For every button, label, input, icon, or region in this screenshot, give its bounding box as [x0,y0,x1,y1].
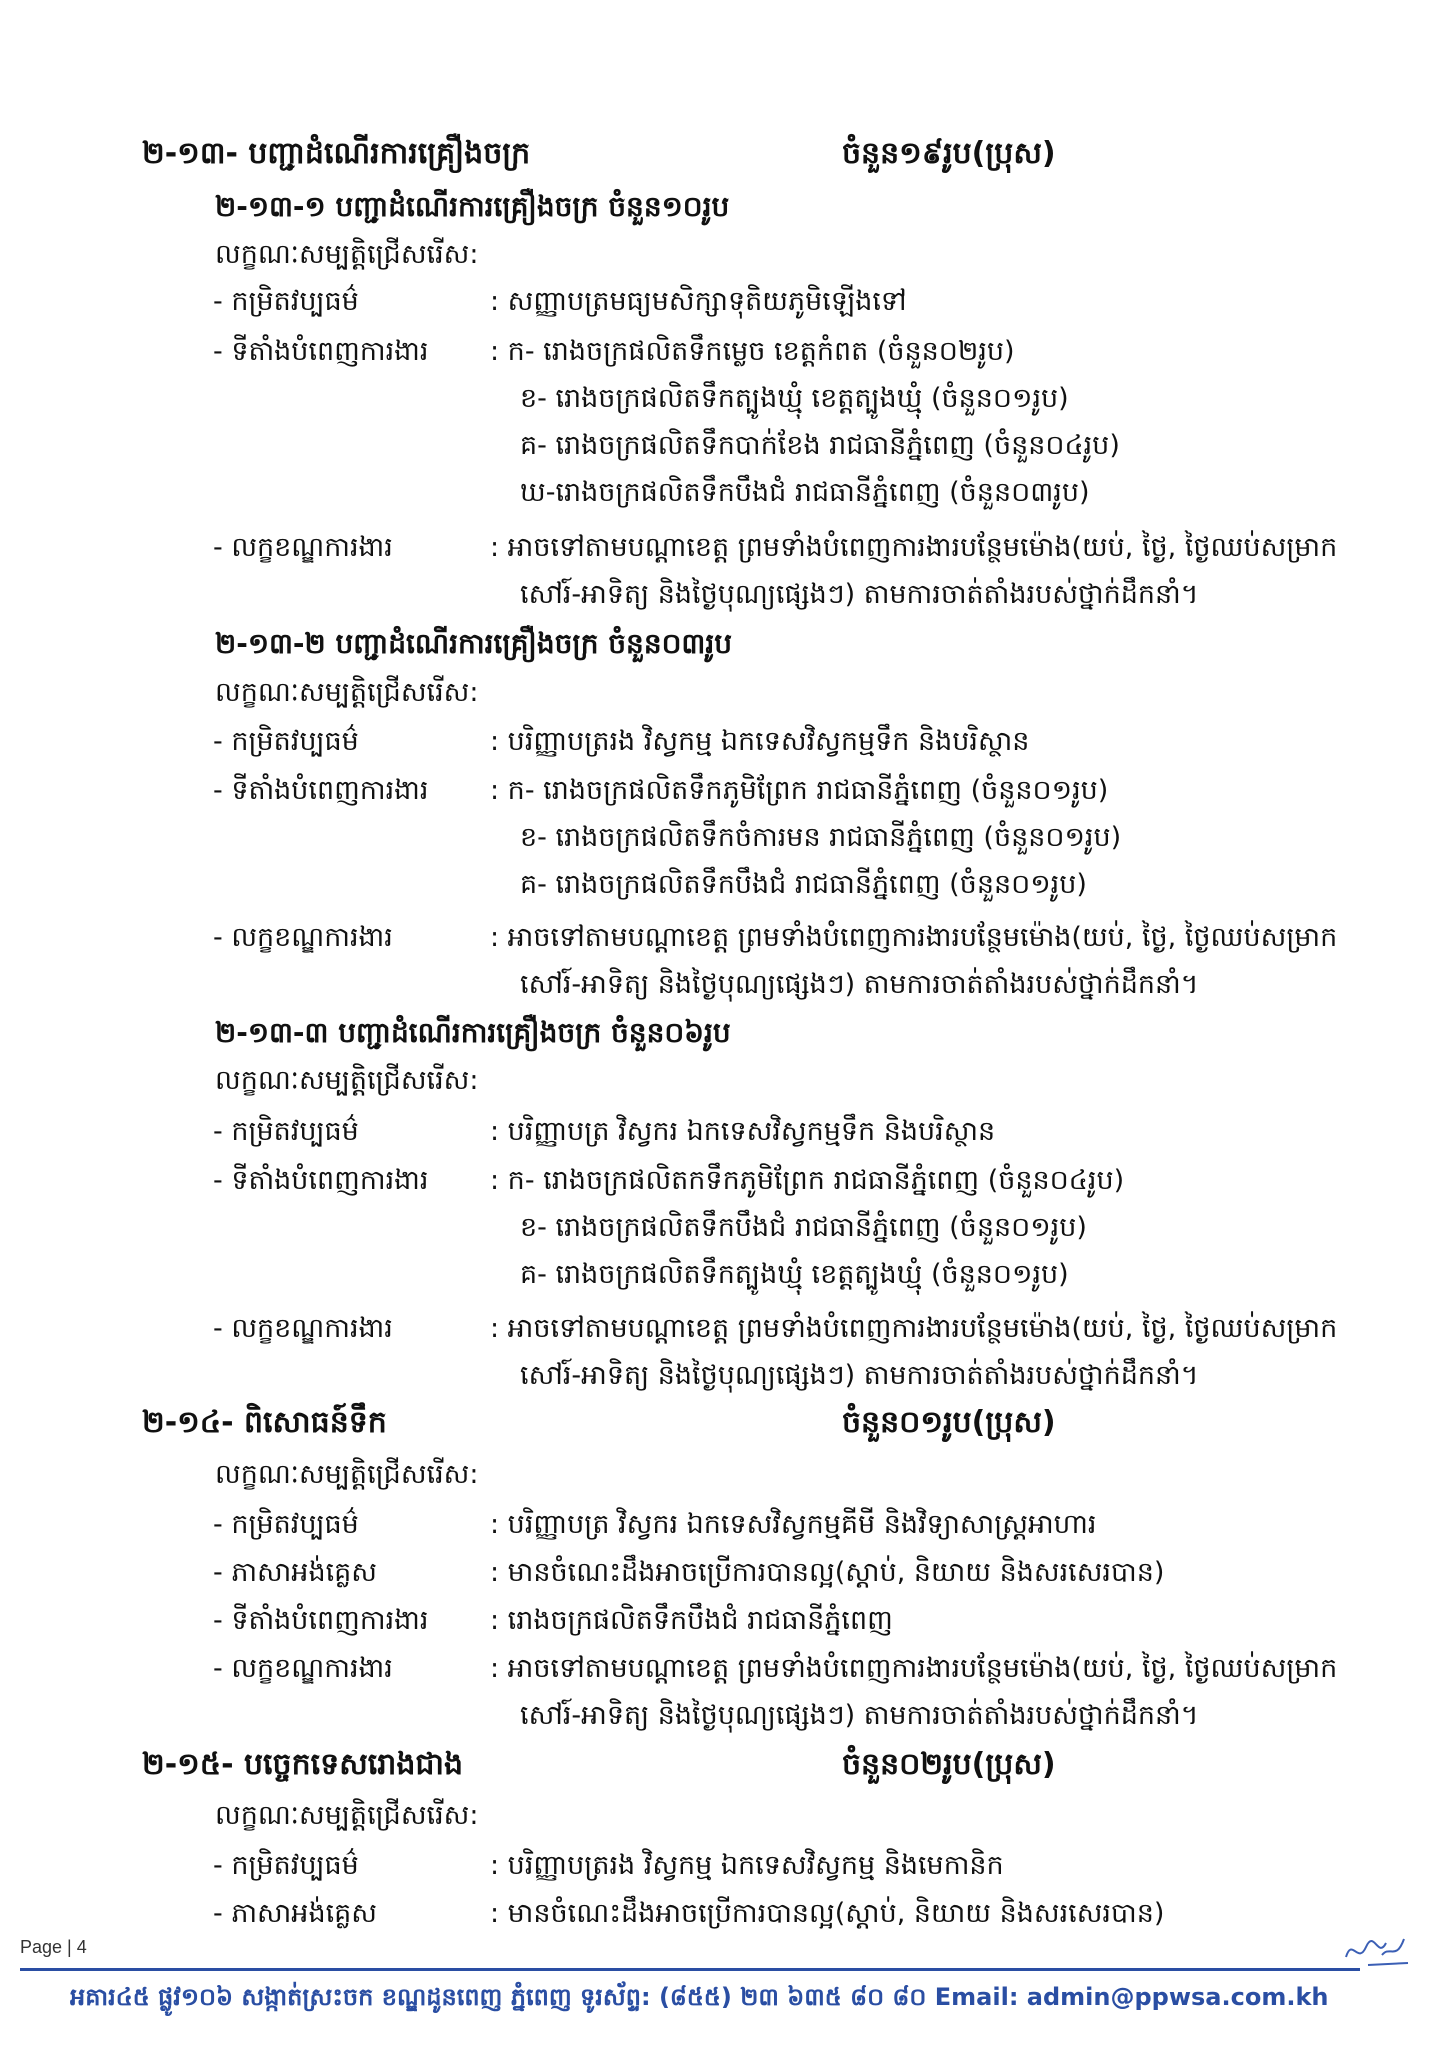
row-value [490,1305,1390,1399]
section-count: ចំនួន០២រូប(ប្រុស) [842,1747,1056,1782]
section-title: ២-១៤- ពិសោធន៍ទឹក [142,1405,387,1440]
row-key: - លក្ខខណ្ឌការងារ [213,1653,393,1684]
criteria-label: លក្ខណៈសម្បត្តិជ្រើសរើស: [215,239,479,270]
row-key: - ទីតាំងបំពេញការងារ [213,1605,429,1636]
page-number: Page | 4 [20,1937,87,1957]
row-value [490,1645,1390,1739]
row-line: : បរិញ្ញាបត្ររង វិស្វកម្ម ឯកទេសវិស្វកម្ម និងមេកានិក [490,1850,1004,1881]
row-value [490,1108,1390,1155]
row-key: - លក្ខខណ្ឌការងារ [213,922,393,953]
row-key: - កម្រិតវប្បធម៌ [213,726,359,757]
row-value [490,1549,1390,1596]
row-line: : បរិញ្ញាបត្រ វិស្វករ ឯកទេសវិស្វកម្មគីមី និងវិទ្យាសាស្រ្តអាហារ [490,1509,1097,1540]
row-key: - ភាសាអង់គ្លេស [213,1898,378,1929]
row-key: - ទីតាំងបំពេញការងារ [213,1165,429,1196]
row-value [490,1157,1390,1298]
row-line: គ- រោងចក្រផលិតទឹកបឹងជំ រាជធានីភ្នំពេញ (ចំនួន០១រូប) [520,869,1087,900]
criteria-label: លក្ខណៈសម្បត្តិជ្រើសរើស: [215,1459,479,1490]
row-line: គ- រោងចក្រផលិតទឹកបាក់ខែង រាជធានីភ្នំពេញ (ចំនួន០៤រូប) [520,430,1120,461]
footer-address: អគារ៤៥ ផ្លូវ១០៦ សង្កាត់ស្រះចក ខណ្ឌដូនពេញ ភ្នំពេញ ទូរស័ព្ទ: (៨៥៥) ២៣ ៦៣៥ ៨០ ៨០ Email: admin@ppwsa.com.kh [70,1983,1329,2011]
row-key: - លក្ខខណ្ឌការងារ [213,1313,393,1344]
row-value [490,718,1390,765]
row-value [490,1842,1390,1889]
section-title: ២-១៣- បញ្ជាដំណើរការគ្រឿងចក្រ [142,136,531,171]
row-key: - កម្រិតវប្បធម៌ [213,286,359,317]
row-line: : អាចទៅតាមបណ្តាខេត្ត ព្រមទាំងបំពេញការងារបន្ថែមម៉ោង(យប់, ថ្ងៃ, ថ្ងៃឈប់សម្រាក [490,1653,1338,1684]
row-line: ឃ-រោងចក្រផលិតទឹកបឹងជំ រាជធានីភ្នំពេញ (ចំនួន០៣រូប) [520,477,1090,508]
row-key: - កម្រិតវប្បធម៌ [213,1116,359,1147]
subsection-heading-2-13-1: ២-១៣-១ បញ្ជាដំណើរការគ្រឿងចក្រ ចំនួន១០រូប [215,190,730,223]
row-line: សៅរ៍-អាទិត្យ និងថ្ងៃបុណ្យផ្សេងៗ) តាមការចាត់តាំងរបស់ថ្នាក់ដឹកនាំ។ [520,1700,1199,1731]
row-line: : បរិញ្ញាបត្ររង វិស្វកម្ម ឯកទេសវិស្វកម្មទឹក និងបរិស្ថាន [490,726,1030,757]
row-value [490,328,1390,516]
row-line: : ក- រោងចក្រផលិតកទឹកភូមិព្រែក រាជធានីភ្នំពេញ (ចំនួន០៤រូប) [490,1165,1125,1196]
section-count: ចំនួន១៩រូប(ប្រុស) [842,136,1056,171]
row-line: ខ- រោងចក្រផលិតទឹកចំការមន រាជធានីភ្នំពេញ (ចំនួន០១រូប) [520,822,1122,853]
row-line: : សញ្ញាបត្រមធ្យមសិក្សាទុតិយភូមិឡើងទៅ [490,286,907,317]
row-line: សៅរ៍-អាទិត្យ និងថ្ងៃបុណ្យផ្សេងៗ) តាមការចាត់តាំងរបស់ថ្នាក់ដឹកនាំ។ [520,579,1199,610]
row-value [490,1597,1390,1644]
row-line: : មានចំណេះដឹងអាចប្រើការបានល្អ(ស្តាប់, និយាយ និងសរសេរបាន) [490,1898,1165,1929]
row-line: : អាចទៅតាមបណ្តាខេត្ត ព្រមទាំងបំពេញការងារបន្ថែមម៉ោង(យប់, ថ្ងៃ, ថ្ងៃឈប់សម្រាក [490,1313,1338,1344]
row-line: : អាចទៅតាមបណ្តាខេត្ត ព្រមទាំងបំពេញការងារបន្ថែមម៉ោង(យប់, ថ្ងៃ, ថ្ងៃឈប់សម្រាក [490,532,1338,563]
row-line: សៅរ៍-អាទិត្យ និងថ្ងៃបុណ្យផ្សេងៗ) តាមការចាត់តាំងរបស់ថ្នាក់ដឹកនាំ។ [520,1360,1199,1391]
criteria-label: លក្ខណៈសម្បត្តិជ្រើសរើស: [215,677,479,708]
row-value [490,914,1390,1008]
row-line: : ក- រោងចក្រផលិតទឹកម្លេច ខេត្តកំពត (ចំនួន០២រូប) [490,336,1015,367]
section-heading-2-14 [142,1400,1342,1446]
criteria-label: លក្ខណៈសម្បត្តិជ្រើសរើស: [215,1065,479,1096]
row-key: - លក្ខខណ្ឌការងារ [213,532,393,563]
row-line: : រោងចក្រផលិតទឹកបឹងជំ រាជធានីភ្នំពេញ [490,1605,893,1636]
row-key: - ទីតាំងបំពេញការងារ [213,775,429,806]
row-value [490,767,1390,908]
row-line: ខ- រោងចក្រផលិតទឹកត្បូងឃ្មុំ ខេត្តត្បូងឃ្មុំ (ចំនួន០១រូប) [520,383,1069,414]
section-count: ចំនួន០១រូប(ប្រុស) [842,1405,1056,1440]
subsection-heading-2-13-3: ២-១៣-៣ បញ្ជាដំណើរការគ្រឿងចក្រ ចំនួន០៦រូប [215,1016,731,1049]
row-line: : បរិញ្ញាបត្រ វិស្វករ ឯកទេសវិស្វកម្មទឹក និងបរិស្ថាន [490,1116,996,1147]
row-value [490,1501,1390,1548]
row-key: - កម្រិតវប្បធម៌ [213,1850,359,1881]
criteria-label: លក្ខណៈសម្បត្តិជ្រើសរើស: [215,1800,479,1831]
row-line: : អាចទៅតាមបណ្តាខេត្ត ព្រមទាំងបំពេញការងារបន្ថែមម៉ោង(យប់, ថ្ងៃ, ថ្ងៃឈប់សម្រាក [490,922,1338,953]
row-key: - ទីតាំងបំពេញការងារ [213,336,429,367]
row-line: : មានចំណេះដឹងអាចប្រើការបានល្អ(ស្តាប់, និយាយ និងសរសេរបាន) [490,1557,1165,1588]
section-heading-2-13 [142,131,1342,177]
row-key: - កម្រិតវប្បធម៌ [213,1509,359,1540]
section-title: ២-១៥- បច្ចេកទេសរោងជាង [142,1747,463,1782]
row-value [490,278,1390,325]
footer-divider [20,1968,1360,1971]
row-line: : ក- រោងចក្រផលិតទឹកភូមិព្រែក រាជធានីភ្នំពេញ (ចំនួន០១រូប) [490,775,1109,806]
row-line: សៅរ៍-អាទិត្យ និងថ្ងៃបុណ្យផ្សេងៗ) តាមការចាត់តាំងរបស់ថ្នាក់ដឹកនាំ។ [520,969,1199,1000]
section-heading-2-15 [142,1742,1342,1788]
row-line: ខ- រោងចក្រផលិតទឹកបឹងជំ រាជធានីភ្នំពេញ (ចំនួន០១រូប) [520,1212,1087,1243]
row-line: គ- រោងចក្រផលិតទឹកត្បូងឃ្មុំ ខេត្តត្បូងឃ្មុំ (ចំនួន០១រូប) [520,1259,1069,1290]
row-key: - ភាសាអង់គ្លេស [213,1557,378,1588]
row-value [490,524,1390,618]
subsection-heading-2-13-2: ២-១៣-២ បញ្ជាដំណើរការគ្រឿងចក្រ ចំនួន០៣រូប [215,627,733,660]
row-value [490,1890,1390,1937]
